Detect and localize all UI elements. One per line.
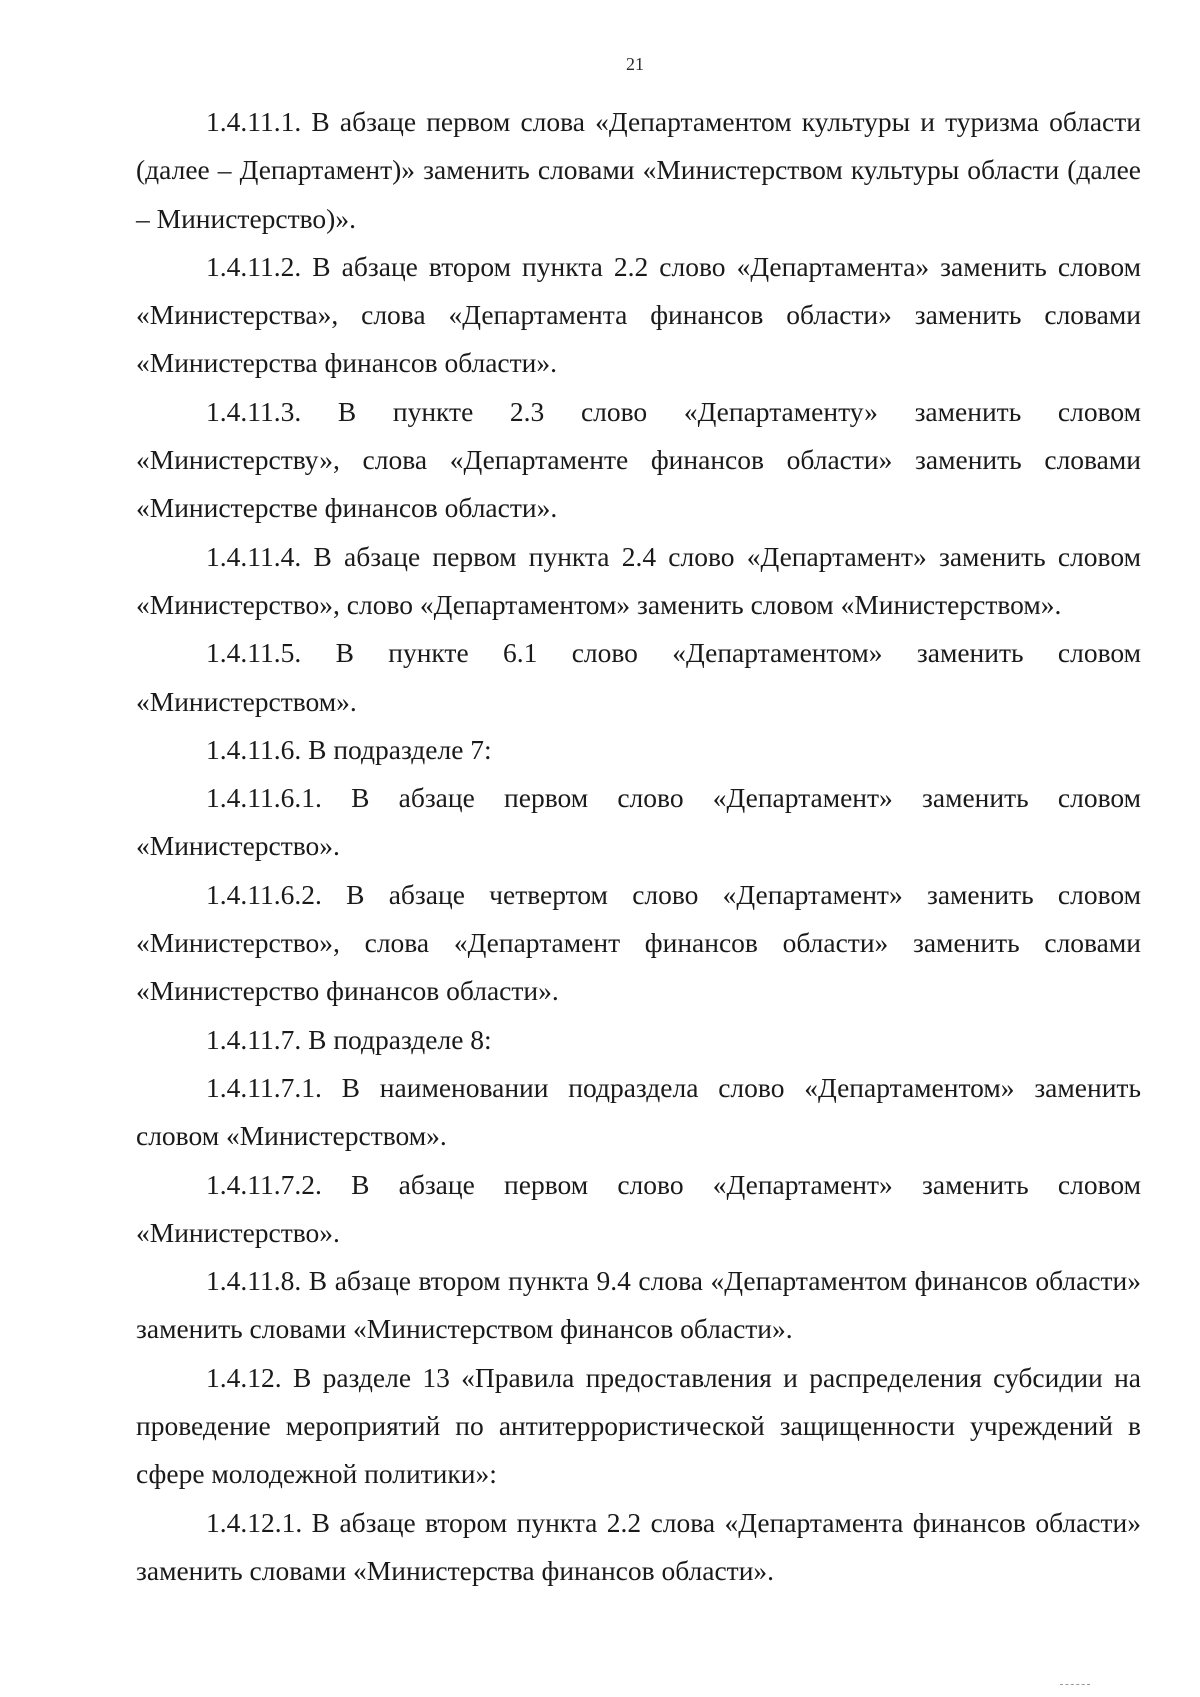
paragraph-1-4-11-8: 1.4.11.8. В абзаце втором пункта 9.4 слова «Департаментом финансов области» заменить словами «Министерством финансов области». bbox=[136, 1265, 1141, 1345]
paragraph-1-4-11-1: 1.4.11.1. В абзаце первом слова «Департаментом культуры и туризма области (далее – Департамент)» заменить словами «Министерством культуры области (далее – Министерство)». bbox=[136, 106, 1141, 234]
paragraph-1-4-11-7: 1.4.11.7. В подразделе 8: bbox=[206, 1023, 492, 1055]
paragraph-1-4-11-7-1: 1.4.11.7.1. В наименовании подраздела слово «Департаментом» заменить словом «Министерством». bbox=[136, 1071, 1141, 1152]
paragraph-1-4-12-1: 1.4.12.1. В абзаце втором пункта 2.2 слова «Департамента финансов области» заменить словами «Министерства финансов области». bbox=[136, 1506, 1141, 1586]
paragraph-1-4-11-3: 1.4.11.3. В пункте 2.3 слово «Департаменту» заменить словом «Министерству», слова «Департаменте финансов области» заменить словами «Министерстве финансов области». bbox=[136, 395, 1141, 524]
document-body bbox=[136, 98, 1141, 1595]
paragraph-1-4-11-2: 1.4.11.2. В абзаце втором пункта 2.2 слово «Департамента» заменить словом «Министерства», слова «Департамента финансов области» заменить словами «Министерства финансов области». bbox=[136, 250, 1141, 379]
paragraph-1-4-11-6-1: 1.4.11.6.1. В абзаце первом слово «Департамент» заменить словом «Министерство». bbox=[136, 782, 1141, 862]
paragraph-1-4-11-5: 1.4.11.5. В пункте 6.1 слово «Департаментом» заменить словом «Министерством». bbox=[136, 637, 1141, 717]
paragraph-1-4-11-4: 1.4.11.4. В абзаце первом пункта 2.4 слово «Департамент» заменить словом «Министерство», слово «Департаментом» заменить словом «Министерством». bbox=[136, 540, 1141, 620]
page-number: 21 bbox=[626, 54, 644, 74]
scan-edge-mark bbox=[1060, 1684, 1090, 1695]
paragraph-1-4-11-6-2: 1.4.11.6.2. В абзаце четвертом слово «Департамент» заменить словом «Министерство», слова «Департамент финансов области» заменить словами «Министерство финансов области». bbox=[136, 878, 1141, 1007]
paragraph-1-4-12: 1.4.12. В разделе 13 «Правила предоставления и распределения субсидии на проведение мероприятий по антитеррористической защищенности учреждений в сфере молодежной политики»: bbox=[136, 1361, 1141, 1490]
paragraph-1-4-11-7-2: 1.4.11.7.2. В абзаце первом слово «Департамент» заменить словом «Министерство». bbox=[136, 1168, 1141, 1248]
paragraph-1-4-11-6: 1.4.11.6. В подразделе 7: bbox=[206, 733, 492, 765]
